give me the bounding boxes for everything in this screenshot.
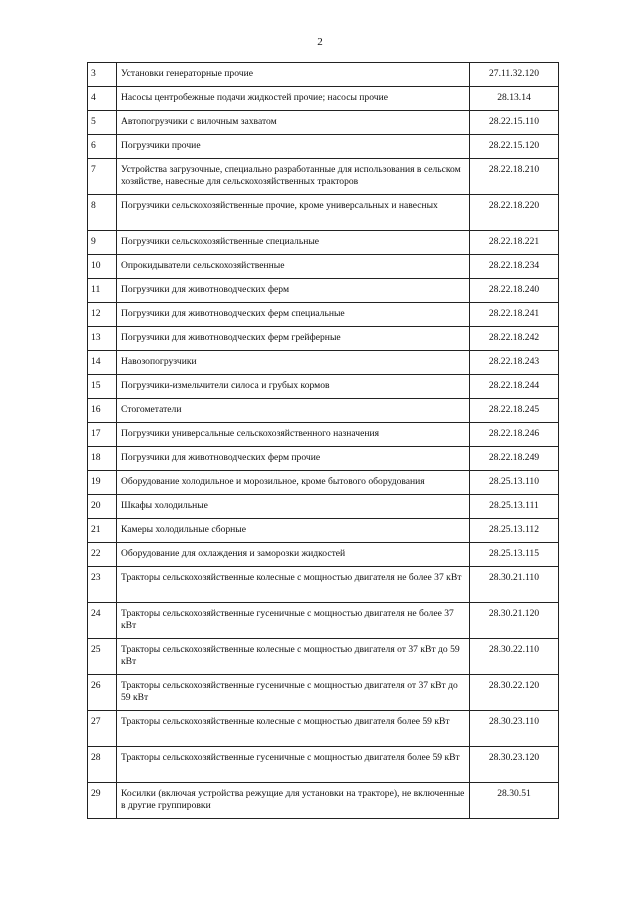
row-name: Насосы центробежные подачи жидкостей прочие; насосы прочие xyxy=(117,87,470,111)
table-row xyxy=(88,135,559,159)
table-row xyxy=(88,351,559,375)
row-code: 28.30.51 xyxy=(470,783,559,819)
row-code: 28.25.13.111 xyxy=(470,495,559,519)
table-row xyxy=(88,711,559,747)
table-row xyxy=(88,543,559,567)
row-name: Тракторы сельскохозяйственные колесные с мощностью двигателя более 59 кВт xyxy=(117,711,470,747)
row-number: 12 xyxy=(88,303,117,327)
row-number: 27 xyxy=(88,711,117,747)
row-name: Устройства загрузочные, специально разработанные для использования в сельском хозяйстве, навесные для сельскохозяйственных тракторов xyxy=(117,159,470,195)
row-number: 3 xyxy=(88,63,117,87)
row-code: 28.30.22.120 xyxy=(470,675,559,711)
table-row xyxy=(88,783,559,819)
row-code: 28.30.22.110 xyxy=(470,639,559,675)
table-row xyxy=(88,567,559,603)
row-number: 4 xyxy=(88,87,117,111)
row-number: 17 xyxy=(88,423,117,447)
table-row xyxy=(88,111,559,135)
row-name: Погрузчики для животноводческих ферм xyxy=(117,279,470,303)
row-code: 28.13.14 xyxy=(470,87,559,111)
row-name: Тракторы сельскохозяйственные колесные с мощностью двигателя не более 37 кВт xyxy=(117,567,470,603)
row-name: Погрузчики для животноводческих ферм грейферные xyxy=(117,327,470,351)
row-number: 22 xyxy=(88,543,117,567)
row-code: 28.25.13.112 xyxy=(470,519,559,543)
row-code: 28.30.23.120 xyxy=(470,747,559,783)
row-number: 5 xyxy=(88,111,117,135)
row-number: 13 xyxy=(88,327,117,351)
row-name: Тракторы сельскохозяйственные гусеничные с мощностью двигателя не более 37 кВт xyxy=(117,603,470,639)
table-row xyxy=(88,375,559,399)
row-number: 14 xyxy=(88,351,117,375)
table-row xyxy=(88,231,559,255)
row-name: Погрузчики для животноводческих ферм специальные xyxy=(117,303,470,327)
table-row xyxy=(88,423,559,447)
row-name: Погрузчики-измельчители силоса и грубых кормов xyxy=(117,375,470,399)
row-code: 28.22.18.221 xyxy=(470,231,559,255)
row-code: 28.22.18.244 xyxy=(470,375,559,399)
table-row xyxy=(88,195,559,231)
row-number: 20 xyxy=(88,495,117,519)
table-row xyxy=(88,279,559,303)
table-row xyxy=(88,159,559,195)
row-number: 28 xyxy=(88,747,117,783)
row-number: 7 xyxy=(88,159,117,195)
row-number: 15 xyxy=(88,375,117,399)
equipment-table xyxy=(87,62,559,819)
row-number: 29 xyxy=(88,783,117,819)
row-code: 28.22.15.110 xyxy=(470,111,559,135)
row-name: Погрузчики для животноводческих ферм прочие xyxy=(117,447,470,471)
row-code: 28.30.23.110 xyxy=(470,711,559,747)
row-code: 28.22.18.246 xyxy=(470,423,559,447)
page-number: 2 xyxy=(317,36,323,48)
row-code: 28.22.15.120 xyxy=(470,135,559,159)
row-number: 11 xyxy=(88,279,117,303)
table-row xyxy=(88,255,559,279)
row-code: 28.22.18.240 xyxy=(470,279,559,303)
row-code: 28.22.18.245 xyxy=(470,399,559,423)
row-code: 28.22.18.210 xyxy=(470,159,559,195)
row-code: 28.25.13.110 xyxy=(470,471,559,495)
row-number: 6 xyxy=(88,135,117,159)
row-name: Установки генераторные прочие xyxy=(117,63,470,87)
row-name: Стогометатели xyxy=(117,399,470,423)
row-number: 16 xyxy=(88,399,117,423)
row-name: Погрузчики универсальные сельскохозяйственного назначения xyxy=(117,423,470,447)
row-name: Навозопогрузчики xyxy=(117,351,470,375)
table-row xyxy=(88,399,559,423)
row-number: 23 xyxy=(88,567,117,603)
row-code: 28.22.18.234 xyxy=(470,255,559,279)
row-number: 9 xyxy=(88,231,117,255)
row-code: 28.22.18.243 xyxy=(470,351,559,375)
row-number: 18 xyxy=(88,447,117,471)
row-number: 25 xyxy=(88,639,117,675)
table-row xyxy=(88,675,559,711)
table-row xyxy=(88,495,559,519)
row-number: 24 xyxy=(88,603,117,639)
row-name: Погрузчики сельскохозяйственные прочие, кроме универсальных и навесных xyxy=(117,195,470,231)
row-name: Шкафы холодильные xyxy=(117,495,470,519)
row-code: 28.30.21.120 xyxy=(470,603,559,639)
row-name: Тракторы сельскохозяйственные колесные с мощностью двигателя от 37 кВт до 59 кВт xyxy=(117,639,470,675)
row-code: 28.22.18.220 xyxy=(470,195,559,231)
row-name: Тракторы сельскохозяйственные гусеничные с мощностью двигателя от 37 кВт до 59 кВт xyxy=(117,675,470,711)
row-name: Косилки (включая устройства режущие для установки на тракторе), не включенные в другие группировки xyxy=(117,783,470,819)
table-row xyxy=(88,603,559,639)
row-name: Опрокидыватели сельскохозяйственные xyxy=(117,255,470,279)
row-name: Оборудование для охлаждения и заморозки жидкостей xyxy=(117,543,470,567)
row-name: Автопогрузчики с вилочным захватом xyxy=(117,111,470,135)
row-code: 28.22.18.242 xyxy=(470,327,559,351)
row-name: Камеры холодильные сборные xyxy=(117,519,470,543)
row-number: 26 xyxy=(88,675,117,711)
table-row xyxy=(88,747,559,783)
row-number: 8 xyxy=(88,195,117,231)
table-row xyxy=(88,63,559,87)
table-row xyxy=(88,519,559,543)
row-name: Погрузчики прочие xyxy=(117,135,470,159)
table-row xyxy=(88,303,559,327)
table-row xyxy=(88,447,559,471)
table-row xyxy=(88,327,559,351)
row-name: Тракторы сельскохозяйственные гусеничные с мощностью двигателя более 59 кВт xyxy=(117,747,470,783)
row-name: Погрузчики сельскохозяйственные специальные xyxy=(117,231,470,255)
row-code: 28.30.21.110 xyxy=(470,567,559,603)
row-code: 28.25.13.115 xyxy=(470,543,559,567)
row-number: 10 xyxy=(88,255,117,279)
row-number: 19 xyxy=(88,471,117,495)
row-code: 27.11.32.120 xyxy=(470,63,559,87)
row-code: 28.22.18.241 xyxy=(470,303,559,327)
row-name: Оборудование холодильное и морозильное, кроме бытового оборудования xyxy=(117,471,470,495)
row-code: 28.22.18.249 xyxy=(470,447,559,471)
table-row xyxy=(88,87,559,111)
table-row xyxy=(88,639,559,675)
table-row xyxy=(88,471,559,495)
row-number: 21 xyxy=(88,519,117,543)
